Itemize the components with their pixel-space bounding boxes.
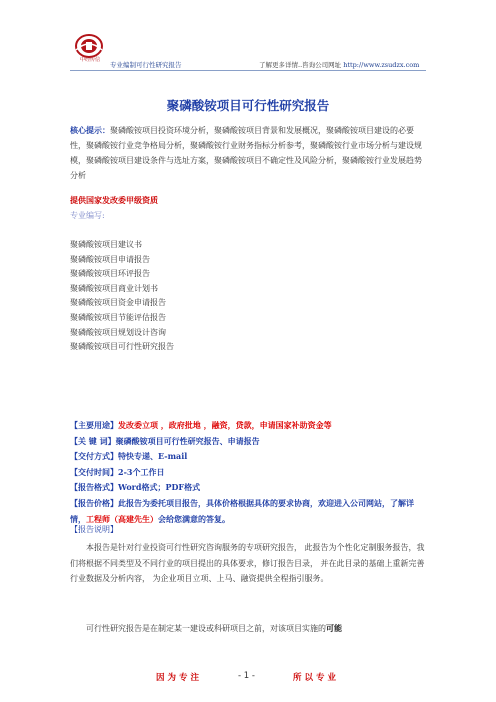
info-format [70,480,426,496]
summary-text: 聚磷酸铵项目投资环境分析，聚磷酸铵项目背景和发展概况，聚磷酸铵项目建设的必要性，聚磷酸铵行业竞争格局分析，聚磷酸铵行业财务指标分析参考，聚磷酸铵行业市场分析与建设规模，聚磷酸铵项目建设条件与选址方案，聚磷酸铵项目不确定性及风险分析，聚磷酸铵行业发展趋势分析 [70,126,422,180]
info-key: 【报告格式】 [70,482,118,493]
report-type-list [70,237,426,354]
info-keyword [70,434,426,450]
list-item: 聚磷酸铵项目可行性研究报告 [70,342,174,352]
info-key: 【交付方式】 [70,451,118,462]
company-logo [70,34,108,72]
logo-text: 中经传信 [79,57,100,63]
info-value: 特快专递、E-mail [118,451,188,462]
footer-right: 所以专业 [293,673,340,683]
report-info-block [70,418,426,527]
engineer-contact: 工程师（高建先生） [86,513,158,524]
document-title: 聚磷酸铵项目可行性研究报告 [166,98,330,113]
info-value: 2-3个工作日 [118,466,165,477]
list-item: 聚磷酸铵项目节能评估报告 [70,312,166,322]
header-contact [259,60,419,69]
note-bold-text: 可能 [326,623,342,633]
list-item: 聚磷酸铵项目规划设计咨询 [70,327,166,337]
info-value: Word格式；PDF格式 [118,482,201,493]
note-paragraph-2 [70,621,426,636]
info-key: 【交付时间】 [70,466,118,477]
info-value: 会给您满意的答复。 [158,513,230,524]
header-contact-prefix: 了解更多详情..咨询公司网址 [259,61,344,69]
header-divider [70,70,426,71]
info-value: 此报告为委托项目报告，具体价格根据具体的要求协商，欢迎进入公司网站，了解详情， [70,497,414,524]
list-item: 聚磷酸铵项目商业计划书 [70,283,158,293]
info-key: 【主要用途】 [70,420,118,430]
footer-left: 因为专注 [156,673,203,683]
list-item: 聚磷酸铵项目申请报告 [70,254,150,264]
note-text: 可行性研究报告是在制定某一建设或科研项目之前，对该项目实施的 [86,624,326,633]
info-value: 聚磷酸铵项目可行性研究报告、申请报告 [115,435,260,446]
info-delivery [70,449,426,465]
header-tagline: 专业编制可行性研究报告 [110,61,182,69]
summary-paragraph [70,123,426,183]
website-link[interactable]: http://www.zsudzx.com [343,61,420,69]
summary-label: 核心提示： [70,125,110,135]
note-heading: 【报告说明】 [70,525,118,534]
info-key: 【报告价格】 [70,497,118,508]
page-number: - 1 - [238,671,255,681]
list-item: 聚磷酸铵项目环评报告 [70,269,150,279]
info-key: 【关 键 词】 [70,435,116,446]
writer-heading: 专业编写: [70,211,105,220]
note-paragraph: 本报告是针对行业投资可行性研究咨询服务的专项研究报告， 此报告为个性化定制服务报告，我们将根据不同类型及不同行业的项目提出的具体要求，修订报告目录， 并在此目录的基础上重新完善行业数据及分析内容， 为企业项目立项、上马、融资提供全程指引服务。 [70,543,425,583]
list-item: 聚磷酸铵项目建议书 [70,240,142,249]
info-value: 发改委立项 ，政府批地 ，融资，贷款，申请国家补助资金等 [118,420,332,430]
list-item: 聚磷酸铵项目资金申请报告 [70,298,166,308]
info-usage [70,418,426,434]
info-time [70,465,426,481]
approval-note: 提供国家发改委甲级资质 [70,195,158,205]
